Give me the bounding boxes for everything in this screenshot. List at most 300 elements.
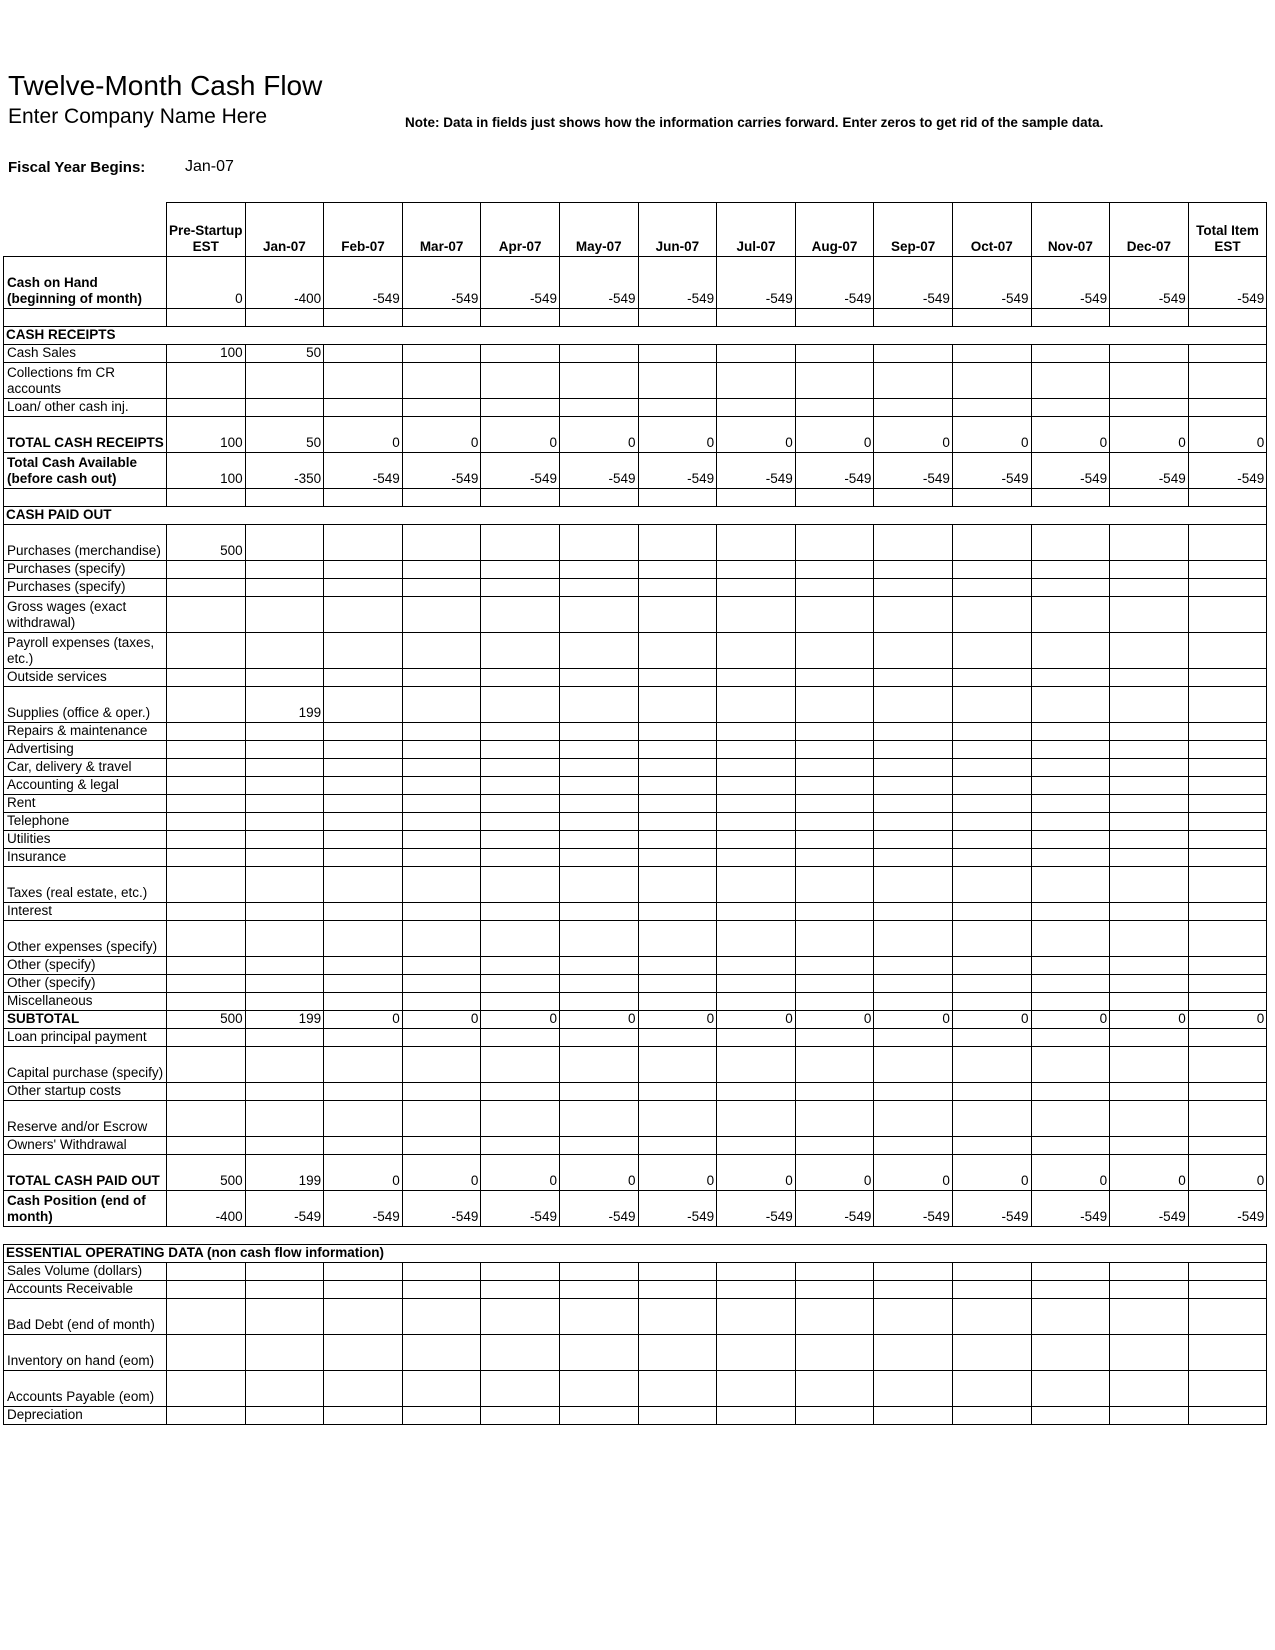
value-cell[interactable]	[324, 1263, 403, 1281]
value-cell[interactable]	[638, 723, 717, 741]
value-cell[interactable]	[874, 345, 953, 363]
value-cell[interactable]: -549	[638, 1191, 717, 1227]
value-cell[interactable]	[1188, 741, 1267, 759]
value-cell[interactable]	[245, 723, 324, 741]
value-cell[interactable]: 0	[795, 1011, 874, 1029]
value-cell[interactable]: 0	[481, 1155, 560, 1191]
value-cell[interactable]: 0	[402, 1011, 481, 1029]
value-cell[interactable]	[245, 1047, 324, 1083]
value-cell[interactable]	[1110, 579, 1189, 597]
value-cell[interactable]	[402, 777, 481, 795]
value-cell[interactable]	[874, 561, 953, 579]
value-cell[interactable]	[1110, 921, 1189, 957]
value-cell[interactable]	[638, 849, 717, 867]
value-cell[interactable]	[1031, 921, 1110, 957]
value-cell[interactable]: 0	[481, 417, 560, 453]
value-cell[interactable]: -350	[245, 453, 324, 489]
value-cell[interactable]	[717, 1083, 796, 1101]
value-cell[interactable]: -549	[1031, 1191, 1110, 1227]
value-cell[interactable]	[167, 741, 246, 759]
value-cell[interactable]	[324, 1137, 403, 1155]
value-cell[interactable]	[245, 1101, 324, 1137]
value-cell[interactable]	[638, 1083, 717, 1101]
value-cell[interactable]: 0	[952, 1155, 1031, 1191]
value-cell[interactable]	[481, 777, 560, 795]
value-cell[interactable]	[1110, 1047, 1189, 1083]
value-cell[interactable]	[952, 597, 1031, 633]
value-cell[interactable]	[402, 1137, 481, 1155]
value-cell[interactable]	[324, 633, 403, 669]
value-cell[interactable]	[402, 831, 481, 849]
value-cell[interactable]	[402, 633, 481, 669]
value-cell[interactable]	[638, 921, 717, 957]
value-cell[interactable]	[1110, 633, 1189, 669]
value-cell[interactable]: -549	[1188, 453, 1267, 489]
value-cell[interactable]	[402, 1335, 481, 1371]
value-cell[interactable]	[1031, 561, 1110, 579]
value-cell[interactable]: 50	[245, 345, 324, 363]
value-cell[interactable]	[402, 957, 481, 975]
value-cell[interactable]	[1188, 1029, 1267, 1047]
value-cell[interactable]	[874, 1101, 953, 1137]
value-cell[interactable]	[1110, 741, 1189, 759]
value-cell[interactable]	[952, 975, 1031, 993]
value-cell[interactable]	[717, 777, 796, 795]
value-cell[interactable]	[638, 1137, 717, 1155]
value-cell[interactable]: -549	[1031, 257, 1110, 309]
value-cell[interactable]	[402, 723, 481, 741]
value-cell[interactable]	[1188, 525, 1267, 561]
value-cell[interactable]: -549	[324, 453, 403, 489]
value-cell[interactable]	[402, 1407, 481, 1425]
value-cell[interactable]	[1031, 741, 1110, 759]
value-cell[interactable]	[795, 777, 874, 795]
value-cell[interactable]	[1031, 849, 1110, 867]
value-cell[interactable]	[717, 345, 796, 363]
value-cell[interactable]	[481, 1101, 560, 1137]
value-cell[interactable]	[1110, 1407, 1189, 1425]
value-cell[interactable]	[245, 849, 324, 867]
value-cell[interactable]	[874, 1335, 953, 1371]
value-cell[interactable]	[952, 1137, 1031, 1155]
value-cell[interactable]	[1188, 975, 1267, 993]
value-cell[interactable]: 0	[324, 417, 403, 453]
value-cell[interactable]	[1031, 867, 1110, 903]
value-cell[interactable]	[874, 849, 953, 867]
value-cell[interactable]	[167, 561, 246, 579]
value-cell[interactable]	[167, 903, 246, 921]
value-cell[interactable]	[1031, 795, 1110, 813]
value-cell[interactable]	[717, 957, 796, 975]
value-cell[interactable]	[481, 813, 560, 831]
value-cell[interactable]	[795, 345, 874, 363]
value-cell[interactable]: 0	[1031, 1011, 1110, 1029]
value-cell[interactable]	[1188, 633, 1267, 669]
value-cell[interactable]: 50	[245, 417, 324, 453]
value-cell[interactable]	[402, 993, 481, 1011]
value-cell[interactable]	[1188, 759, 1267, 777]
value-cell[interactable]: 0	[1110, 417, 1189, 453]
value-cell[interactable]	[402, 579, 481, 597]
value-cell[interactable]	[638, 1101, 717, 1137]
value-cell[interactable]	[324, 1335, 403, 1371]
value-cell[interactable]	[1031, 723, 1110, 741]
value-cell[interactable]	[1110, 759, 1189, 777]
value-cell[interactable]	[245, 831, 324, 849]
value-cell[interactable]	[795, 1407, 874, 1425]
value-cell[interactable]	[1031, 993, 1110, 1011]
value-cell[interactable]: 0	[402, 417, 481, 453]
value-cell[interactable]	[245, 795, 324, 813]
value-cell[interactable]: 0	[717, 417, 796, 453]
value-cell[interactable]	[167, 723, 246, 741]
value-cell[interactable]	[874, 687, 953, 723]
value-cell[interactable]	[874, 1281, 953, 1299]
value-cell[interactable]: -549	[481, 453, 560, 489]
value-cell[interactable]	[1188, 669, 1267, 687]
value-cell[interactable]	[795, 633, 874, 669]
value-cell[interactable]	[1188, 1371, 1267, 1407]
value-cell[interactable]	[1031, 1299, 1110, 1335]
value-cell[interactable]	[638, 633, 717, 669]
value-cell[interactable]	[717, 975, 796, 993]
value-cell[interactable]	[402, 1263, 481, 1281]
value-cell[interactable]	[324, 975, 403, 993]
value-cell[interactable]	[952, 795, 1031, 813]
value-cell[interactable]	[481, 669, 560, 687]
value-cell[interactable]	[324, 741, 403, 759]
value-cell[interactable]	[1031, 957, 1110, 975]
value-cell[interactable]	[952, 1281, 1031, 1299]
value-cell[interactable]	[952, 723, 1031, 741]
value-cell[interactable]	[402, 1371, 481, 1407]
value-cell[interactable]	[245, 525, 324, 561]
value-cell[interactable]	[167, 1047, 246, 1083]
value-cell[interactable]	[874, 723, 953, 741]
value-cell[interactable]	[167, 975, 246, 993]
value-cell[interactable]	[402, 975, 481, 993]
value-cell[interactable]	[1110, 1263, 1189, 1281]
value-cell[interactable]: -549	[952, 453, 1031, 489]
value-cell[interactable]	[952, 1263, 1031, 1281]
value-cell[interactable]: -549	[952, 1191, 1031, 1227]
value-cell[interactable]: -549	[874, 257, 953, 309]
value-cell[interactable]	[1188, 1335, 1267, 1371]
value-cell[interactable]	[638, 813, 717, 831]
value-cell[interactable]	[717, 795, 796, 813]
value-cell[interactable]	[795, 993, 874, 1011]
value-cell[interactable]	[638, 1299, 717, 1335]
value-cell[interactable]	[1031, 1407, 1110, 1425]
value-cell[interactable]	[324, 1371, 403, 1407]
value-cell[interactable]	[402, 525, 481, 561]
value-cell[interactable]	[245, 975, 324, 993]
value-cell[interactable]	[1188, 561, 1267, 579]
value-cell[interactable]	[795, 669, 874, 687]
value-cell[interactable]	[952, 759, 1031, 777]
value-cell[interactable]	[874, 1047, 953, 1083]
value-cell[interactable]	[324, 849, 403, 867]
value-cell[interactable]	[1188, 1299, 1267, 1335]
value-cell[interactable]: 0	[1188, 417, 1267, 453]
value-cell[interactable]: -549	[324, 1191, 403, 1227]
value-cell[interactable]	[1110, 903, 1189, 921]
value-cell[interactable]	[638, 1281, 717, 1299]
value-cell[interactable]	[1110, 867, 1189, 903]
value-cell[interactable]	[324, 687, 403, 723]
value-cell[interactable]	[952, 813, 1031, 831]
value-cell[interactable]	[1110, 399, 1189, 417]
value-cell[interactable]	[324, 759, 403, 777]
value-cell[interactable]	[952, 633, 1031, 669]
value-cell[interactable]	[952, 1029, 1031, 1047]
value-cell[interactable]	[324, 561, 403, 579]
value-cell[interactable]	[874, 579, 953, 597]
value-cell[interactable]	[952, 1047, 1031, 1083]
value-cell[interactable]: -549	[1188, 1191, 1267, 1227]
value-cell[interactable]	[481, 1263, 560, 1281]
value-cell[interactable]	[795, 957, 874, 975]
value-cell[interactable]	[1110, 1281, 1189, 1299]
value-cell[interactable]	[1110, 813, 1189, 831]
value-cell[interactable]: -549	[795, 257, 874, 309]
value-cell[interactable]	[1031, 1371, 1110, 1407]
value-cell[interactable]	[481, 1083, 560, 1101]
value-cell[interactable]: 0	[1031, 1155, 1110, 1191]
value-cell[interactable]	[245, 1335, 324, 1371]
value-cell[interactable]	[874, 597, 953, 633]
value-cell[interactable]	[1188, 399, 1267, 417]
value-cell[interactable]	[717, 669, 796, 687]
value-cell[interactable]	[1110, 363, 1189, 399]
value-cell[interactable]	[167, 795, 246, 813]
value-cell[interactable]	[245, 1137, 324, 1155]
value-cell[interactable]: -549	[795, 1191, 874, 1227]
value-cell[interactable]	[1031, 1047, 1110, 1083]
value-cell[interactable]	[245, 777, 324, 795]
value-cell[interactable]	[717, 1101, 796, 1137]
value-cell[interactable]	[952, 1335, 1031, 1371]
value-cell[interactable]	[638, 525, 717, 561]
value-cell[interactable]	[167, 1407, 246, 1425]
value-cell[interactable]	[638, 975, 717, 993]
value-cell[interactable]: 0	[952, 1011, 1031, 1029]
value-cell[interactable]	[402, 687, 481, 723]
value-cell[interactable]: 199	[245, 1155, 324, 1191]
value-cell[interactable]	[717, 813, 796, 831]
value-cell[interactable]	[245, 993, 324, 1011]
value-cell[interactable]	[167, 1137, 246, 1155]
value-cell[interactable]	[874, 903, 953, 921]
value-cell[interactable]	[167, 633, 246, 669]
value-cell[interactable]	[402, 1299, 481, 1335]
value-cell[interactable]	[638, 993, 717, 1011]
value-cell[interactable]	[717, 1137, 796, 1155]
value-cell[interactable]	[481, 1335, 560, 1371]
value-cell[interactable]	[1110, 561, 1189, 579]
value-cell[interactable]	[245, 363, 324, 399]
value-cell[interactable]: -549	[245, 1191, 324, 1227]
value-cell[interactable]	[324, 1083, 403, 1101]
value-cell[interactable]	[245, 561, 324, 579]
value-cell[interactable]: 0	[1110, 1011, 1189, 1029]
value-cell[interactable]: 0	[402, 1155, 481, 1191]
value-cell[interactable]	[952, 831, 1031, 849]
value-cell[interactable]	[1188, 1083, 1267, 1101]
value-cell[interactable]	[245, 1407, 324, 1425]
value-cell[interactable]: -549	[717, 1191, 796, 1227]
value-cell[interactable]	[245, 867, 324, 903]
value-cell[interactable]: -549	[1188, 257, 1267, 309]
value-cell[interactable]	[402, 813, 481, 831]
value-cell[interactable]	[874, 957, 953, 975]
value-cell[interactable]: 100	[167, 453, 246, 489]
value-cell[interactable]	[1110, 795, 1189, 813]
value-cell[interactable]	[795, 579, 874, 597]
value-cell[interactable]	[559, 579, 638, 597]
value-cell[interactable]	[952, 849, 1031, 867]
value-cell[interactable]	[402, 741, 481, 759]
value-cell[interactable]	[324, 777, 403, 795]
value-cell[interactable]	[324, 867, 403, 903]
value-cell[interactable]	[1188, 363, 1267, 399]
value-cell[interactable]	[1110, 1299, 1189, 1335]
value-cell[interactable]	[402, 561, 481, 579]
value-cell[interactable]	[874, 669, 953, 687]
value-cell[interactable]	[795, 1029, 874, 1047]
value-cell[interactable]	[638, 777, 717, 795]
value-cell[interactable]	[481, 921, 560, 957]
value-cell[interactable]: -400	[245, 257, 324, 309]
value-cell[interactable]	[717, 867, 796, 903]
value-cell[interactable]	[324, 597, 403, 633]
value-cell[interactable]	[167, 759, 246, 777]
value-cell[interactable]	[402, 345, 481, 363]
value-cell[interactable]	[795, 363, 874, 399]
value-cell[interactable]: -549	[874, 1191, 953, 1227]
value-cell[interactable]	[559, 1281, 638, 1299]
value-cell[interactable]	[245, 741, 324, 759]
value-cell[interactable]	[324, 813, 403, 831]
value-cell[interactable]	[795, 1299, 874, 1335]
value-cell[interactable]	[1188, 687, 1267, 723]
value-cell[interactable]	[559, 1263, 638, 1281]
value-cell[interactable]	[1031, 579, 1110, 597]
value-cell[interactable]	[481, 741, 560, 759]
value-cell[interactable]	[481, 687, 560, 723]
value-cell[interactable]	[1188, 795, 1267, 813]
value-cell[interactable]	[874, 813, 953, 831]
value-cell[interactable]	[1110, 669, 1189, 687]
value-cell[interactable]	[245, 921, 324, 957]
value-cell[interactable]	[1188, 1047, 1267, 1083]
value-cell[interactable]	[638, 741, 717, 759]
value-cell[interactable]	[167, 921, 246, 957]
value-cell[interactable]	[717, 723, 796, 741]
value-cell[interactable]	[324, 903, 403, 921]
value-cell[interactable]	[559, 1299, 638, 1335]
value-cell[interactable]	[1031, 669, 1110, 687]
value-cell[interactable]	[717, 597, 796, 633]
value-cell[interactable]	[874, 363, 953, 399]
value-cell[interactable]	[952, 993, 1031, 1011]
value-cell[interactable]	[795, 687, 874, 723]
value-cell[interactable]: 0	[717, 1155, 796, 1191]
value-cell[interactable]	[952, 399, 1031, 417]
value-cell[interactable]	[795, 597, 874, 633]
value-cell[interactable]	[1188, 1101, 1267, 1137]
value-cell[interactable]	[795, 561, 874, 579]
value-cell[interactable]	[1031, 831, 1110, 849]
value-cell[interactable]	[324, 525, 403, 561]
value-cell[interactable]	[1031, 1101, 1110, 1137]
value-cell[interactable]	[245, 669, 324, 687]
value-cell[interactable]	[167, 1335, 246, 1371]
value-cell[interactable]	[167, 1299, 246, 1335]
value-cell[interactable]	[324, 1029, 403, 1047]
value-cell[interactable]	[402, 1101, 481, 1137]
value-cell[interactable]	[638, 1407, 717, 1425]
value-cell[interactable]	[1110, 993, 1189, 1011]
value-cell[interactable]: 100	[167, 345, 246, 363]
value-cell[interactable]	[559, 993, 638, 1011]
value-cell[interactable]	[874, 993, 953, 1011]
value-cell[interactable]	[638, 399, 717, 417]
value-cell[interactable]	[167, 831, 246, 849]
value-cell[interactable]	[324, 957, 403, 975]
value-cell[interactable]	[324, 921, 403, 957]
value-cell[interactable]: -549	[1110, 257, 1189, 309]
value-cell[interactable]: -549	[795, 453, 874, 489]
value-cell[interactable]	[481, 1029, 560, 1047]
value-cell[interactable]	[874, 921, 953, 957]
value-cell[interactable]: -549	[402, 1191, 481, 1227]
value-cell[interactable]	[952, 669, 1031, 687]
value-cell[interactable]	[952, 579, 1031, 597]
value-cell[interactable]	[481, 399, 560, 417]
value-cell[interactable]	[1031, 1083, 1110, 1101]
value-cell[interactable]	[717, 993, 796, 1011]
value-cell[interactable]	[717, 849, 796, 867]
value-cell[interactable]	[559, 903, 638, 921]
value-cell[interactable]	[638, 957, 717, 975]
value-cell[interactable]: 199	[245, 687, 324, 723]
value-cell[interactable]	[324, 579, 403, 597]
value-cell[interactable]	[481, 633, 560, 669]
value-cell[interactable]	[717, 363, 796, 399]
value-cell[interactable]	[717, 903, 796, 921]
value-cell[interactable]	[638, 1335, 717, 1371]
value-cell[interactable]	[874, 777, 953, 795]
value-cell[interactable]	[717, 741, 796, 759]
value-cell[interactable]: -549	[559, 453, 638, 489]
value-cell[interactable]	[717, 1263, 796, 1281]
value-cell[interactable]	[717, 1371, 796, 1407]
value-cell[interactable]	[559, 363, 638, 399]
value-cell[interactable]	[402, 1029, 481, 1047]
value-cell[interactable]	[402, 849, 481, 867]
value-cell[interactable]	[559, 795, 638, 813]
value-cell[interactable]	[1110, 777, 1189, 795]
value-cell[interactable]	[795, 867, 874, 903]
value-cell[interactable]: 100	[167, 417, 246, 453]
value-cell[interactable]: -400	[167, 1191, 246, 1227]
value-cell[interactable]: 0	[795, 1155, 874, 1191]
value-cell[interactable]: 0	[1031, 417, 1110, 453]
value-cell[interactable]	[717, 759, 796, 777]
value-cell[interactable]: -549	[1110, 453, 1189, 489]
value-cell[interactable]	[1110, 1029, 1189, 1047]
